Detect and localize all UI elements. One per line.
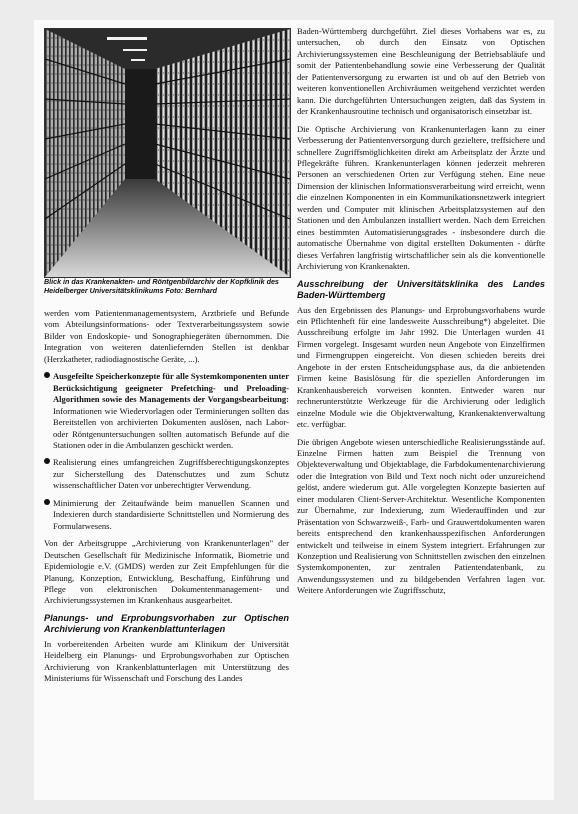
bullet-icon	[44, 499, 50, 505]
bullet-item	[44, 457, 289, 491]
bullet-text: Realisierung eines umfangreichen Zugriffsberechtigungskonzeptes zur Sicherstellung des Datenschutzes und zum Schutz wissenschaftlicher Daten vor unberechtigter Verwendung.	[53, 457, 289, 491]
left-column	[44, 308, 289, 691]
paragraph: Die Optische Archivierung von Krankenunterlagen kann zu einer Verbesserung der Patientenversorgung durch gezieltere, treffsichere und schnellere Zugriffsmöglichkeiten direkt am Arbeitsplatz der Ärzte und Pflegekräfte führen. Krankenunterlagen können jederzeit mehreren Personen an verschiedenen Orten zur Verfügung stehen. Eine neue Dimension der klinischen Informationsverarbeitung wird erreicht, wenn die einzelnen Komponenten in ein Kommunikationsnetzwerk integriert werden und Computer mit klinischen Arbeitsplatzsystemen auf den Stationen und den Ambulanzen installiert werden. Nach dem Erreichen eines bestimmten Automatisierungsgrades - insbesondere durch die automatische Übernahme von digital erstellten Dokumenten - dürfte dieses Verfahren langfristig wirtschaftlicher sein als die konventionelle Archivierung von Krankenakten.	[297, 123, 545, 272]
paragraph: Die übrigen Angebote wiesen unterschiedliche Realisierungsstände auf. Einzelne Firmen hatten zum Beispiel die Trennung von Objekteverwaltung und Objektablage, die Farbdokumentenarchivierung oder die Integration von Bild und Text noch nicht oder unzureichend gelöst, andere wiederum gut. Alle vorgelegten Konzepte basierten auf einer modularen Client-Server-Architektur. Wesentliche Komponenten zur Übernahme, zur Indexierung, zum Wiederauffinden und zur Präsentation von Schwarzweiß-, Farb- und Grauwertdokumenten waren bereits entsprechend den krankenhausspezifischen Anforderungen entwickelt und teilweise in einem System integriert. Erfahrungen zur Konzeption und Realisierung von Schnittstellen zwischen den einzelnen Systemkomponenten, zur zentralen Patientendatenbank, zu Anwendungssystemen und zu bildgebenden Verfahren lagen vor. Weitere Anforderungen wie Zugriffsschutz,	[297, 436, 545, 596]
paragraph: Baden-Württemberg durchgeführt. Ziel dieses Vorhabens war es, zu untersuchen, ob durch den Einsatz von Optischen Archivierungssystemen eine Beschleunigung der Betriebsabläufe und somit der Patientenbehandlung sowie eine Verbesserung der Qualität der Patientenversorgung zu erwarten ist und ob auf den Betrieb von weiteren konventionellen Archivräumen weitgehend verzichtet werden kann. Die durchgeführten Untersuchungen zeigten, daß das System in der Krankenhausroutine technisch und organisatorisch einsetzbar ist.	[297, 26, 545, 117]
bullet-icon	[44, 372, 50, 378]
archive-photo	[44, 28, 291, 278]
paragraph: Aus den Ergebnissen des Planungs- und Erprobungsvorhabens wurde ein Pflichtenheft für eine landesweite Ausschreibung*) abgeleitet. Die Ausschreibung erfolgte im Jahr 1992. Die Unterlagen wurden 41 Firmen vorgelegt. Insgesamt wurden neun Angebote von Einzelfirmen und Firmengruppen eingereicht. Von diesen schieden bereits drei Angebote in der ersten Entscheidungsphase aus, da die anbietenden Firmen keine Basislösung für die speziellen Anforderungen im Krankenhausbereich vorweisen konnten. Entweder waren nur rechnerunterstützte Werkzeuge für die Archivierung oder lediglich einzelne Module wie die Objektverwaltung, Krankenaktenverwaltung etc. verfügbar.	[297, 304, 545, 430]
paragraph: In vorbereitenden Arbeiten wurde am Klinikum der Universität Heidelberg ein Planungs- und Erprobungsvorhaben zur Optischen Archivierung von Krankenblattunterlagen mit Unterstützung des Ministeriums für Wissenschaft und Forschung des Landes	[44, 638, 289, 684]
section-heading: Planungs- und Erprobungsvorhaben zur Optischen Archivierung von Krankenblattunterlagen	[44, 612, 289, 634]
paragraph: werden vom Patientenmanagementsystem, Arztbriefe und Befunde vom Abteilungsinformations- oder Textverarbeitungssystem sowie Bilder von Endoskopie- und Sonographiegeräten übernommen. Die Integration von weiteren datenliefernden Stellen ist denkbar (Herzkatheter, radiodiagnostische Geräte, ...).	[44, 308, 289, 364]
bullet-text: Informationen wie Wiedervorlagen oder Terminierungen sollten das Bereitstellen von archivierten Dokumenten auslösen, nach Labor- oder Röntgenuntersuchungen sollten automatisch Befunde auf die Stationen oder in die Ambulanzen geschickt werden.	[53, 405, 289, 450]
bullet-icon	[44, 458, 50, 464]
paragraph: Von der Arbeitsgruppe „Archivierung von Krankenunterlagen" der Deutschen Gesellschaft für Medizinische Informatik, Biometrie und Epidemiologie e.V. (GMDS) werden zur Zeit Empfehlungen für die Planung, Konzeption, Entwicklung, Beschaffung, Einführung und Pflege von elektronischen Dokumentenmanagement- und Archivierungssystemen im Krankenhaus ausgearbeitet.	[44, 538, 289, 606]
bullet-item	[44, 371, 289, 451]
bullet-item	[44, 498, 289, 532]
right-column	[297, 26, 545, 603]
bullet-text: Minimierung der Zeitaufwände beim manuellen Scannen und Indexieren durch standardisierte Schnittstellen und Normierung des Formularwesens.	[53, 497, 289, 531]
document-page	[34, 20, 554, 800]
section-heading: Ausschreibung der Universitätsklinika des Landes Baden-Württemberg	[297, 278, 545, 300]
bullet-bold-text: Ausgefeilte Speicherkonzepte für alle Systemkomponenten unter Berücksichtigung geeigneter Prefetching- und Preloading-Algorithmen sowie des Managements der Vorgangsbearbeitung:	[53, 371, 289, 405]
photo-caption: Blick in das Krankenakten- und Röntgenbildarchiv der Kopfklinik des Heidelberger Universitätsklinikums Foto: Bernhard	[44, 278, 279, 295]
archive-shelves-image	[45, 29, 290, 277]
